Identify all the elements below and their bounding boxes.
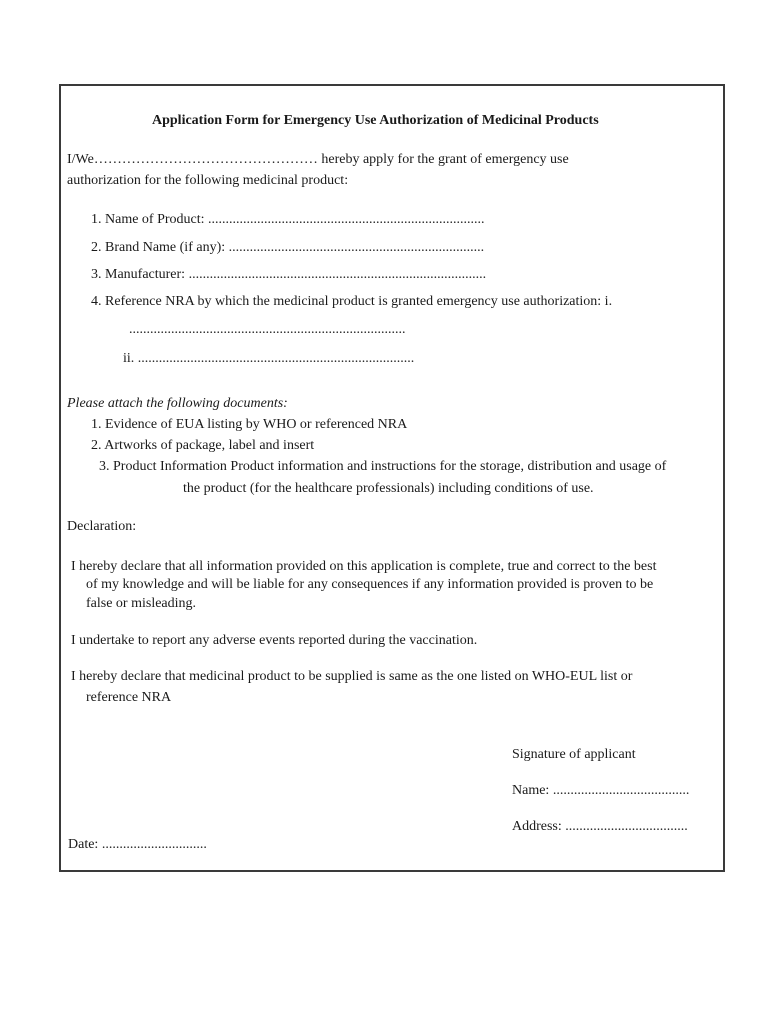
attachment-item-2: 2. Artworks of package, label and insert [91,438,315,453]
signature-address-field[interactable]: Address: ................................... [512,819,688,834]
field-manufacturer[interactable]: 3. Manufacturer: ..................................................................................... [91,267,487,282]
form-title: Application Form for Emergency Use Authorization of Medicinal Products [152,113,599,128]
signature-label: Signature of applicant [512,747,636,762]
declaration-para-1-line-1: I hereby declare that all information provided on this application is complete, true and correct to the best [71,559,657,574]
field-reference-nra-ii[interactable]: ii. ............................................................................... [123,351,415,366]
attachments-heading: Please attach the following documents: [67,396,288,411]
signature-name-field[interactable]: Name: ....................................... [512,783,690,798]
declaration-para-1-line-2: of my knowledge and will be liable for any consequences if any information provided is proven to be [86,577,654,592]
declaration-heading: Declaration: [67,519,137,534]
declaration-para-2: I undertake to report any adverse events reported during the vaccination. [71,633,478,648]
attachment-item-3-line-1: 3. Product Information Product information and instructions for the storage, distribution and usage of [99,459,667,474]
date-field[interactable]: Date: .............................. [68,837,207,852]
intro-line-1: I/We………………………………………… hereby apply for the grant of emergency use [67,152,569,167]
declaration-para-3-line-2: reference NRA [86,690,172,705]
declaration-para-1-line-3: false or misleading. [86,596,197,611]
field-product-name[interactable]: 1. Name of Product: ............................................................................... [91,212,485,227]
attachment-item-1: 1. Evidence of EUA listing by WHO or referenced NRA [91,417,408,432]
declaration-para-3-line-1: I hereby declare that medicinal product to be supplied is same as the one listed on WHO-EUL list or [71,669,633,684]
attachment-item-3-line-2: the product (for the healthcare professionals) including conditions of use. [183,481,594,496]
field-brand-name[interactable]: 2. Brand Name (if any): ......................................................................... [91,240,485,255]
field-reference-nra-i[interactable]: ............................................................................... [129,322,406,337]
field-reference-nra: 4. Reference NRA by which the medicinal product is granted emergency use authorization: i. [91,294,613,309]
intro-line-2: authorization for the following medicinal product: [67,173,349,188]
